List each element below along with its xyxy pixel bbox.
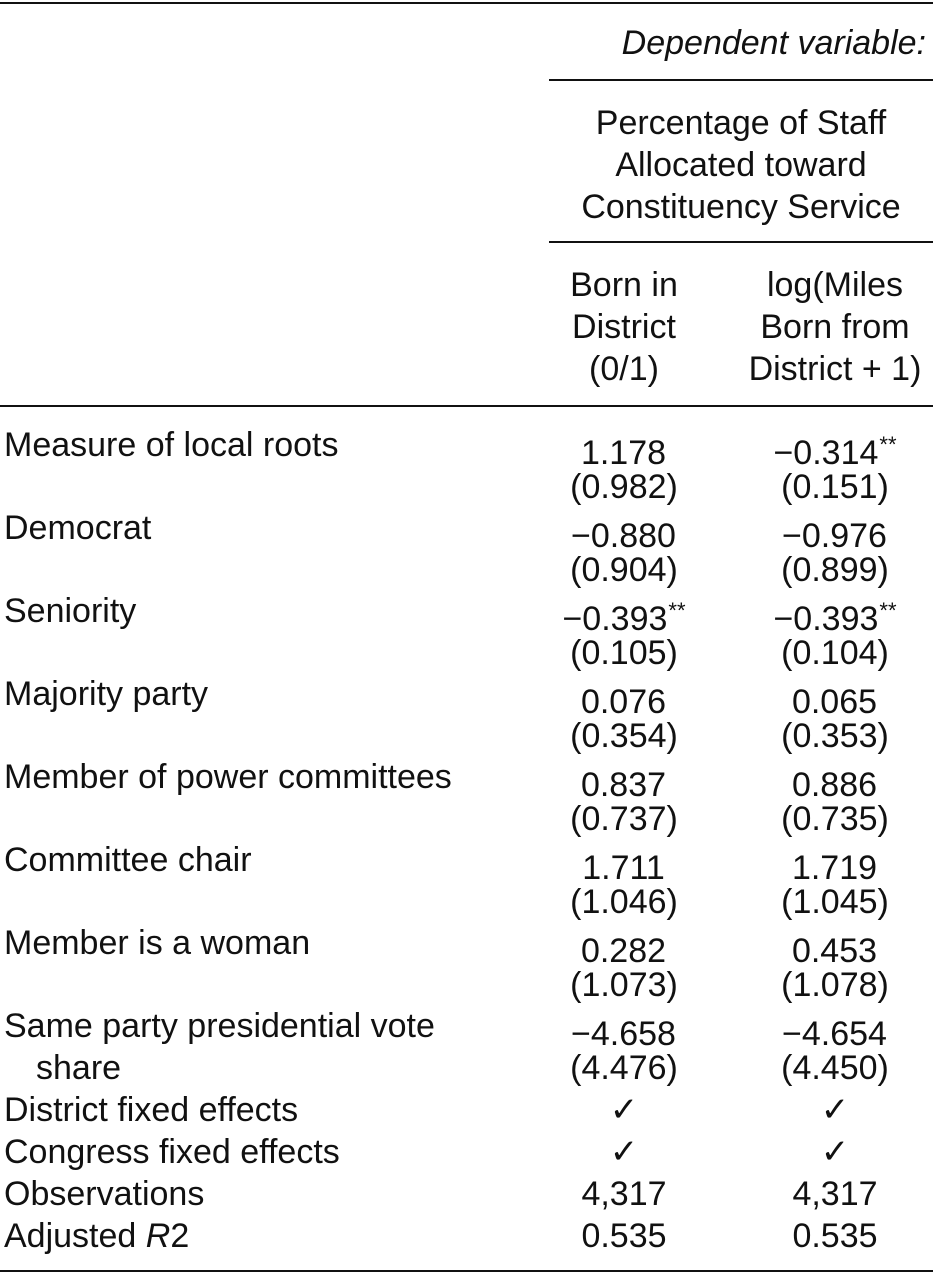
checkmark-icon: ✓ [609,1090,639,1130]
se-col2: (0.899) [781,551,889,589]
footer-label-congress-fe: Congress fixed effects [4,1133,340,1171]
dv-line-2: Allocated toward [615,146,867,184]
coef-col1: 0.076 [580,683,667,721]
se-col1: (1.046) [570,883,678,921]
se-col2: (0.104) [781,634,889,672]
row-label: Same party presidential vote [4,1007,435,1045]
row-label: Majority party [4,675,209,713]
footer-label-district-fe: District fixed effects [4,1091,299,1129]
footer-label-adjusted-r2: Adjusted R2 [4,1217,190,1255]
coef-col2: 0.886 [791,766,878,804]
se-col1: (1.073) [570,966,678,1004]
row-label: Democrat [4,509,152,547]
coef-col1: −0.880 [571,517,676,555]
coef-col2: −0.393** [773,598,897,638]
se-col1: (0.105) [570,634,678,672]
row-label-continued: share [36,1049,122,1087]
se-col1: (0.982) [570,468,678,506]
se-col2: (0.353) [781,717,889,755]
coef-col2: −0.314** [773,432,897,472]
se-col1: (0.354) [570,717,678,755]
col2-line-1: log(Miles [766,266,904,304]
table-bottom-rule [0,1270,933,1272]
row-label: Member is a woman [4,924,311,962]
se-col2: (0.735) [781,800,889,838]
row-label: Measure of local roots [4,426,339,464]
coef-col2: −0.976 [782,517,887,555]
significance-stars: ** [879,598,897,623]
column-header-2 [737,264,933,390]
coef-col2: 0.065 [791,683,878,721]
coef-col1: −4.658 [571,1015,676,1053]
dv-line-3: Constituency Service [581,188,901,226]
se-col1: (0.737) [570,800,678,838]
significance-stars: ** [879,432,897,457]
dv-line-1: Percentage of Staff [595,104,887,142]
col1-line-1: Born in [570,266,678,304]
dv-label-rule [549,241,933,243]
dependent-variable-rule [549,79,933,81]
se-col2: (1.045) [781,883,889,921]
row-label: Committee chair [4,841,252,879]
col1-line-2: District [572,308,676,346]
coef-col1: 1.711 [582,849,665,887]
col2-line-3: District + 1) [748,350,922,388]
checkmark-icon: ✓ [820,1132,850,1172]
se-col1: (4.476) [570,1049,678,1087]
top-rule [0,2,933,4]
coef-col1: 0.282 [580,932,667,970]
dependent-variable-label: Dependent variable: [621,24,926,62]
dependent-variable-name [549,102,933,228]
observations-col1: 4,317 [581,1175,667,1213]
header-bottom-rule [0,405,933,407]
se-col2: (0.151) [781,468,889,506]
significance-stars: ** [668,598,686,623]
adjusted-r2-col2: 0.535 [792,1217,878,1255]
coef-col1: −0.393** [562,598,686,638]
footer-label-observations: Observations [4,1175,205,1213]
coef-col1: 1.178 [580,434,667,472]
se-col2: (4.450) [781,1049,889,1087]
coef-col2: 1.719 [791,849,878,887]
se-col2: (1.078) [781,966,889,1004]
column-header-1 [549,264,699,390]
observations-col2: 4,317 [792,1175,878,1213]
row-label: Member of power committees [4,758,452,796]
col2-line-2: Born from [760,308,910,346]
checkmark-icon: ✓ [820,1090,850,1130]
col1-line-3: (0/1) [589,350,659,388]
coef-col1: 0.837 [580,766,667,804]
coef-col2: 0.453 [791,932,878,970]
adjusted-r2-col1: 0.535 [581,1217,667,1255]
coef-col2: −4.654 [782,1015,887,1053]
checkmark-icon: ✓ [609,1132,639,1172]
row-label: Seniority [4,592,137,630]
se-col1: (0.904) [570,551,678,589]
